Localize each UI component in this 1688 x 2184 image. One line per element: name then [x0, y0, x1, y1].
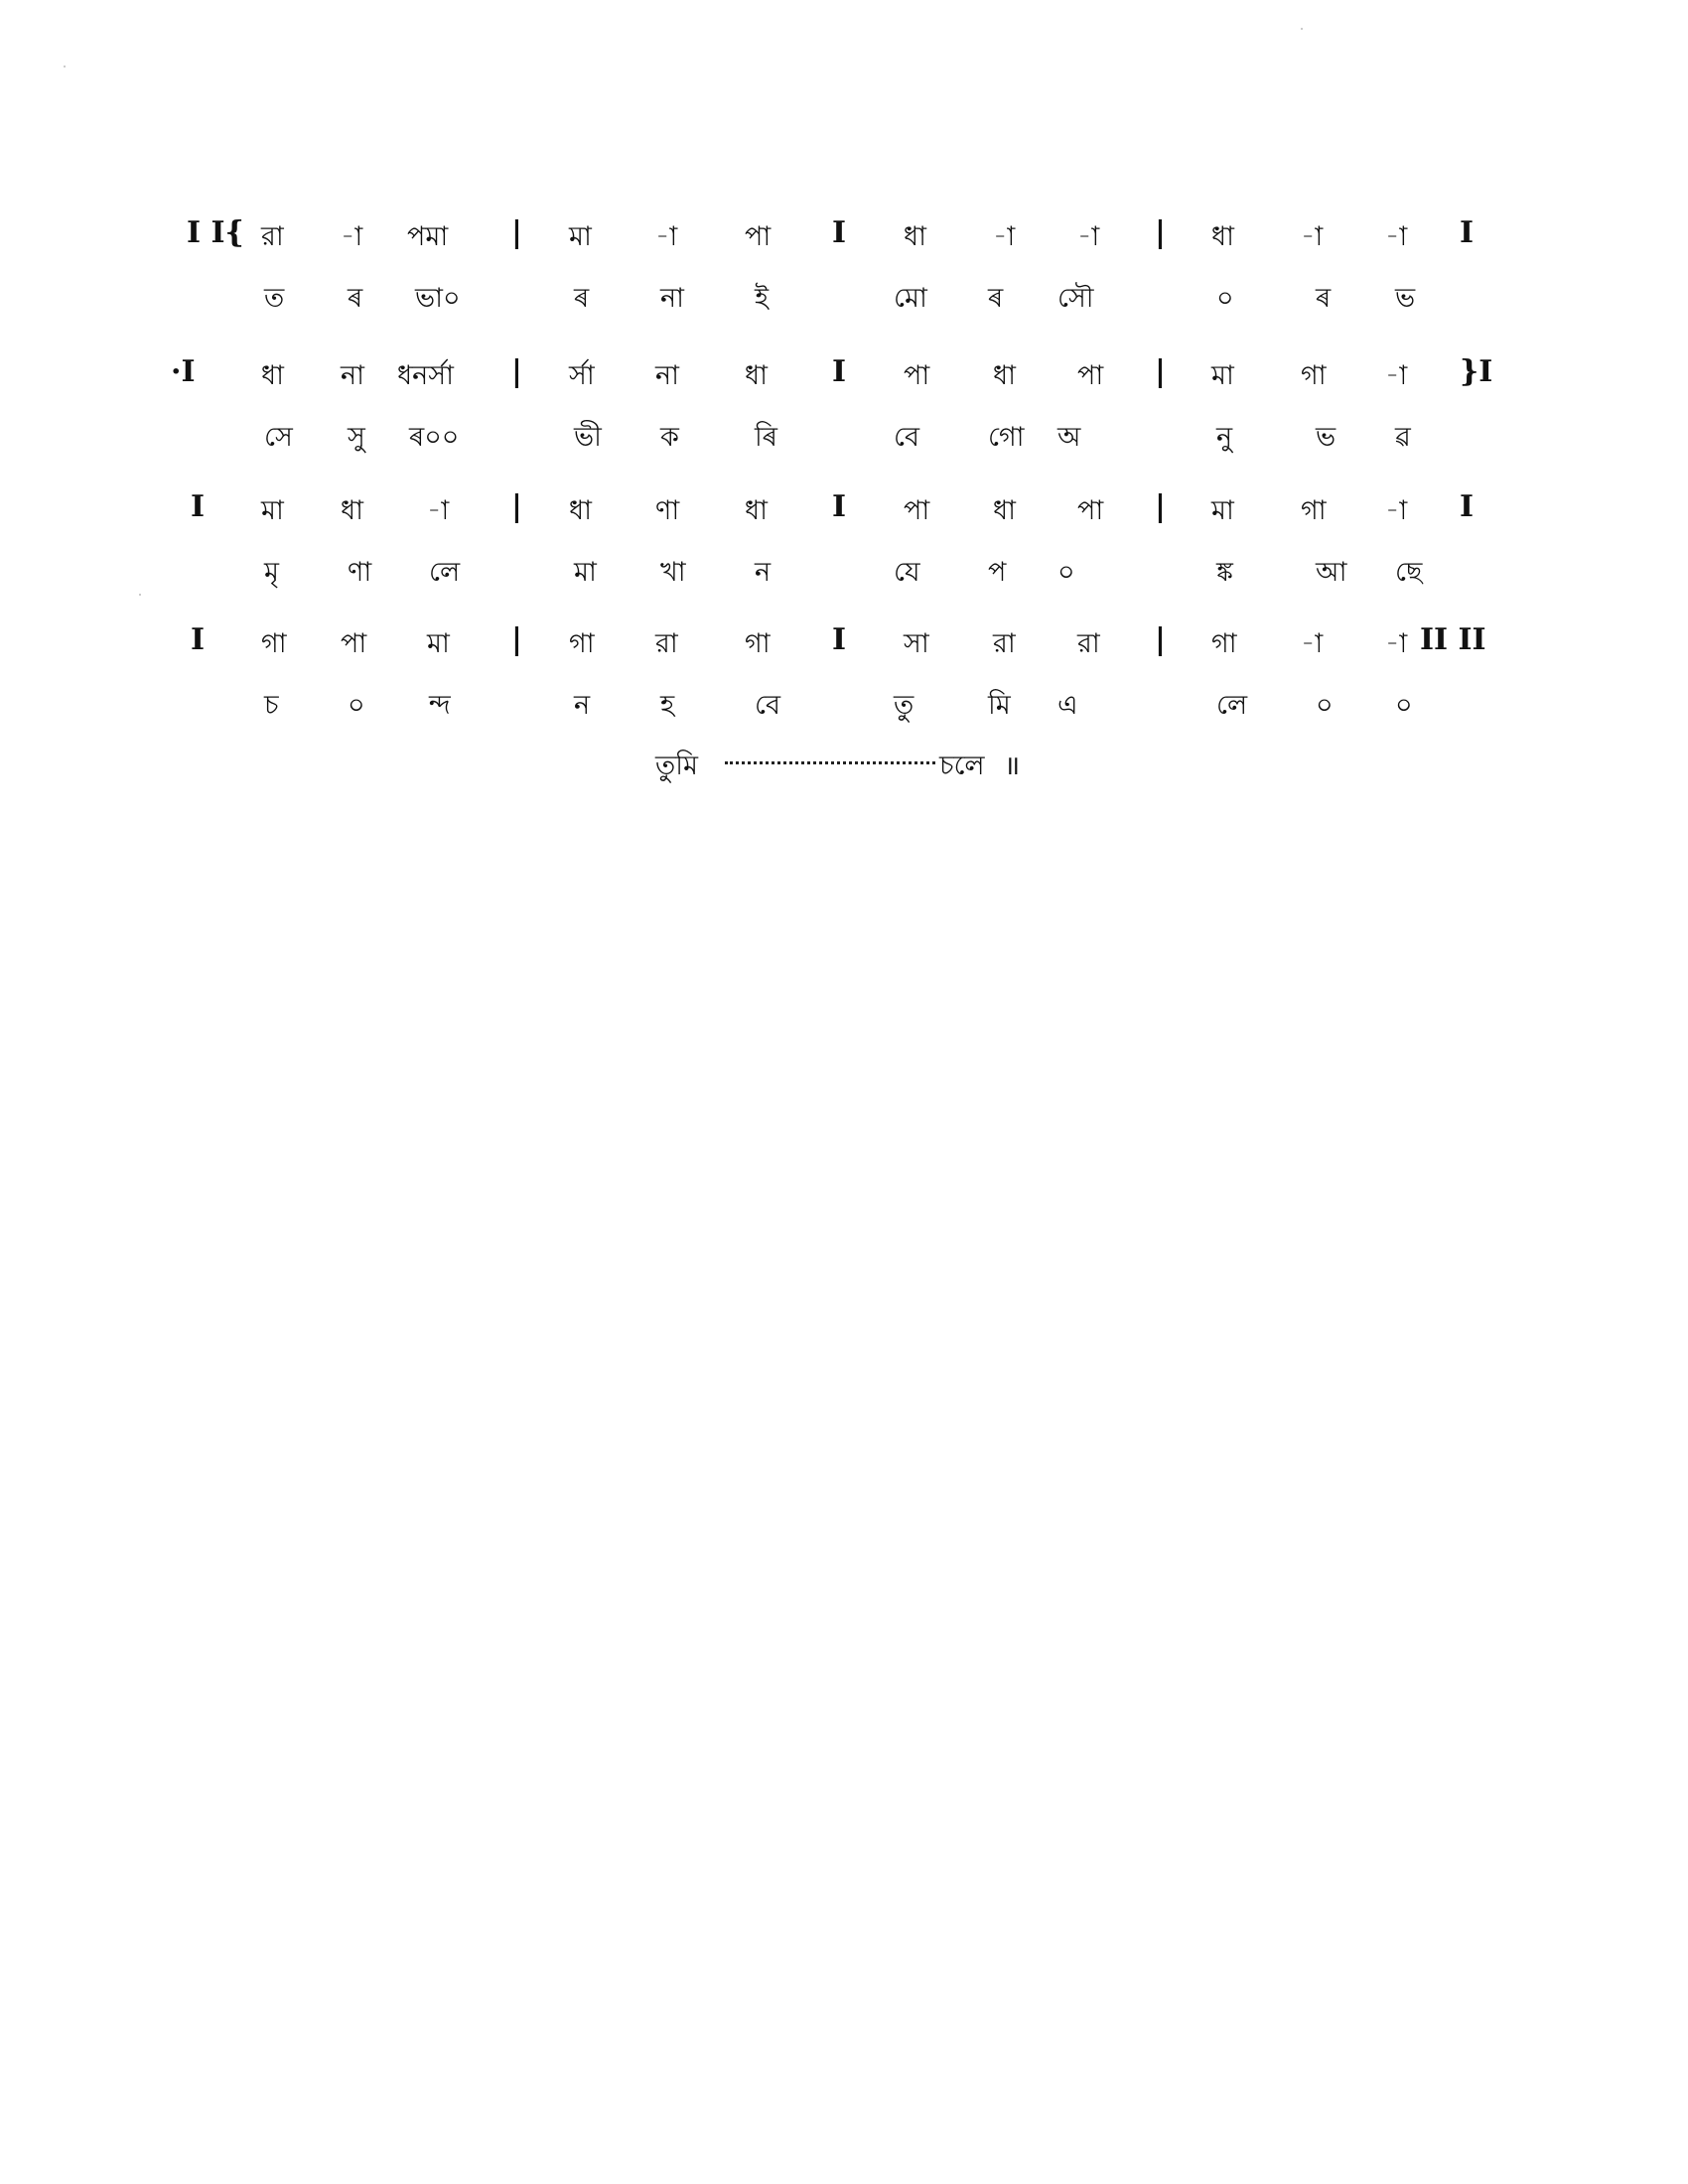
- swara-note: -া: [1385, 360, 1408, 391]
- swara-note: রা: [993, 628, 1016, 659]
- swara-note: -া: [1385, 495, 1408, 526]
- barline: I: [832, 489, 847, 524]
- barline: |: [511, 622, 522, 657]
- lyric-syllable: নু: [1216, 422, 1233, 453]
- swara-note: পা: [745, 221, 772, 252]
- lyric-syllable: মো: [894, 283, 927, 314]
- lyric-syllable: ৰ০০: [409, 422, 460, 453]
- swara-note: রা: [655, 628, 678, 659]
- lyric-syllable: বে: [755, 690, 780, 721]
- scan-speck: [1301, 28, 1303, 30]
- row-start-barline: ·I: [171, 354, 196, 389]
- swara-note: -া: [655, 221, 678, 252]
- lyric-syllable: অ: [1057, 422, 1081, 453]
- lyric-syllable: ০: [348, 690, 365, 721]
- swara-note: র্সা: [569, 360, 595, 391]
- lyric-syllable: ক: [660, 422, 679, 453]
- lyric-syllable: ০: [1395, 690, 1413, 721]
- refrain-start: তুমি: [655, 751, 698, 781]
- barline: II II: [1420, 622, 1486, 657]
- swara-note: গা: [1301, 360, 1327, 391]
- lyric-syllable: মি: [988, 690, 1011, 721]
- lyric-syllable: আ: [1316, 557, 1347, 588]
- lyric-syllable: লে: [1216, 690, 1248, 721]
- lyric-syllable: ভ: [1316, 422, 1336, 453]
- lyric-syllable: ৰ: [1316, 283, 1332, 314]
- row-start-barline: I: [191, 489, 206, 524]
- swara-note: মা: [1211, 495, 1234, 526]
- lyric-syllable: ৰ: [988, 283, 1004, 314]
- swara-note: ধা: [569, 495, 592, 526]
- refrain-dots: [725, 761, 935, 764]
- swara-note: -া: [1385, 628, 1408, 659]
- scan-speck: [139, 594, 141, 596]
- lyric-syllable: মৃ: [264, 557, 279, 588]
- swara-note: ধা: [993, 360, 1016, 391]
- barline: I: [832, 215, 847, 250]
- swara-note: ধনর্সা: [397, 360, 454, 391]
- barline: I: [1460, 489, 1475, 524]
- swara-note: ধা: [261, 360, 284, 391]
- swara-note: পমা: [407, 221, 449, 252]
- swara-note: সা: [904, 628, 929, 659]
- lyric-syllable: প: [988, 557, 1007, 588]
- lyric-syllable: ০: [1316, 690, 1334, 721]
- barline: |: [511, 354, 522, 389]
- lyric-syllable: ভা০: [415, 283, 461, 314]
- swara-note: মা: [261, 495, 284, 526]
- swara-note: ধা: [993, 495, 1016, 526]
- lyric-syllable: এ: [1057, 690, 1078, 721]
- lyric-syllable: ভ: [1395, 283, 1416, 314]
- swara-note: না: [341, 360, 364, 391]
- lyric-syllable: ৱ: [1395, 422, 1411, 453]
- lyric-syllable: ভী: [574, 422, 602, 453]
- lyric-syllable: ছে: [1395, 557, 1423, 588]
- swara-note: পা: [1077, 360, 1104, 391]
- lyric-syllable: ৰ: [574, 283, 590, 314]
- swara-note: মা: [1211, 360, 1234, 391]
- lyric-syllable: হ: [660, 690, 675, 721]
- swara-note: মা: [569, 221, 592, 252]
- barline: I: [1460, 215, 1475, 250]
- refrain-end-mark: ॥: [1004, 751, 1021, 781]
- lyric-syllable: ণা: [348, 557, 372, 588]
- lyric-syllable: ৰি: [755, 422, 777, 453]
- swara-note: ধা: [904, 221, 926, 252]
- barline: |: [511, 215, 522, 250]
- lyric-syllable: গো: [988, 422, 1025, 453]
- lyric-syllable: ই: [755, 283, 770, 314]
- lyric-syllable: ৰ: [348, 283, 363, 314]
- lyric-syllable: সে: [264, 422, 293, 453]
- lyric-syllable: খা: [660, 557, 686, 588]
- lyric-syllable: তু: [894, 690, 914, 721]
- lyric-syllable: বে: [894, 422, 919, 453]
- swara-note: গা: [745, 628, 771, 659]
- swara-note: ধা: [1211, 221, 1234, 252]
- lyric-syllable: ন: [755, 557, 772, 588]
- lyric-syllable: ন্দ: [429, 690, 451, 721]
- swara-note: পা: [1077, 495, 1104, 526]
- barline: |: [511, 489, 522, 524]
- swara-note: পা: [904, 495, 930, 526]
- barline: |: [1155, 489, 1166, 524]
- lyric-syllable: না: [660, 283, 684, 314]
- lyric-syllable: ন: [574, 690, 591, 721]
- swara-note: পা: [341, 628, 367, 659]
- refrain-end: চলে: [939, 751, 985, 781]
- lyric-syllable: মা: [574, 557, 597, 588]
- swara-note: রা: [1077, 628, 1100, 659]
- lyric-syllable: ০: [1216, 283, 1234, 314]
- barline: |: [1155, 622, 1166, 657]
- swara-note: -া: [1385, 221, 1408, 252]
- lyric-syllable: সৌ: [1057, 283, 1094, 314]
- row-start-barline: I I{: [187, 215, 244, 250]
- swara-note: গা: [1301, 495, 1327, 526]
- lyric-syllable: লে: [429, 557, 461, 588]
- lyric-syllable: যে: [894, 557, 920, 588]
- lyric-syllable: ত: [264, 283, 285, 314]
- lyric-syllable: সু: [348, 422, 365, 453]
- swara-note: রা: [261, 221, 284, 252]
- swara-note: পা: [904, 360, 930, 391]
- swara-note: ধা: [341, 495, 363, 526]
- barline: I: [832, 354, 847, 389]
- lyric-syllable: ঙ্ক: [1216, 557, 1233, 588]
- swara-note: ধা: [745, 495, 768, 526]
- swara-note: -া: [427, 495, 450, 526]
- scan-speck: [64, 66, 66, 68]
- swara-note: ধা: [745, 360, 768, 391]
- swara-note: গা: [569, 628, 595, 659]
- swara-note: ণা: [655, 495, 680, 526]
- lyric-syllable: ০: [1057, 557, 1075, 588]
- swara-note: -া: [1301, 628, 1324, 659]
- row-start-barline: I: [191, 622, 206, 657]
- swara-note: না: [655, 360, 679, 391]
- swara-note: গা: [1211, 628, 1237, 659]
- barline: I: [832, 622, 847, 657]
- swara-note: -া: [1077, 221, 1100, 252]
- swara-note: -া: [1301, 221, 1324, 252]
- swara-note: -া: [993, 221, 1016, 252]
- swara-note: মা: [427, 628, 450, 659]
- swara-note: -া: [341, 221, 363, 252]
- swara-note: গা: [261, 628, 287, 659]
- barline: }I: [1460, 354, 1493, 389]
- barline: |: [1155, 215, 1166, 250]
- barline: |: [1155, 354, 1166, 389]
- lyric-syllable: চ: [264, 690, 279, 721]
